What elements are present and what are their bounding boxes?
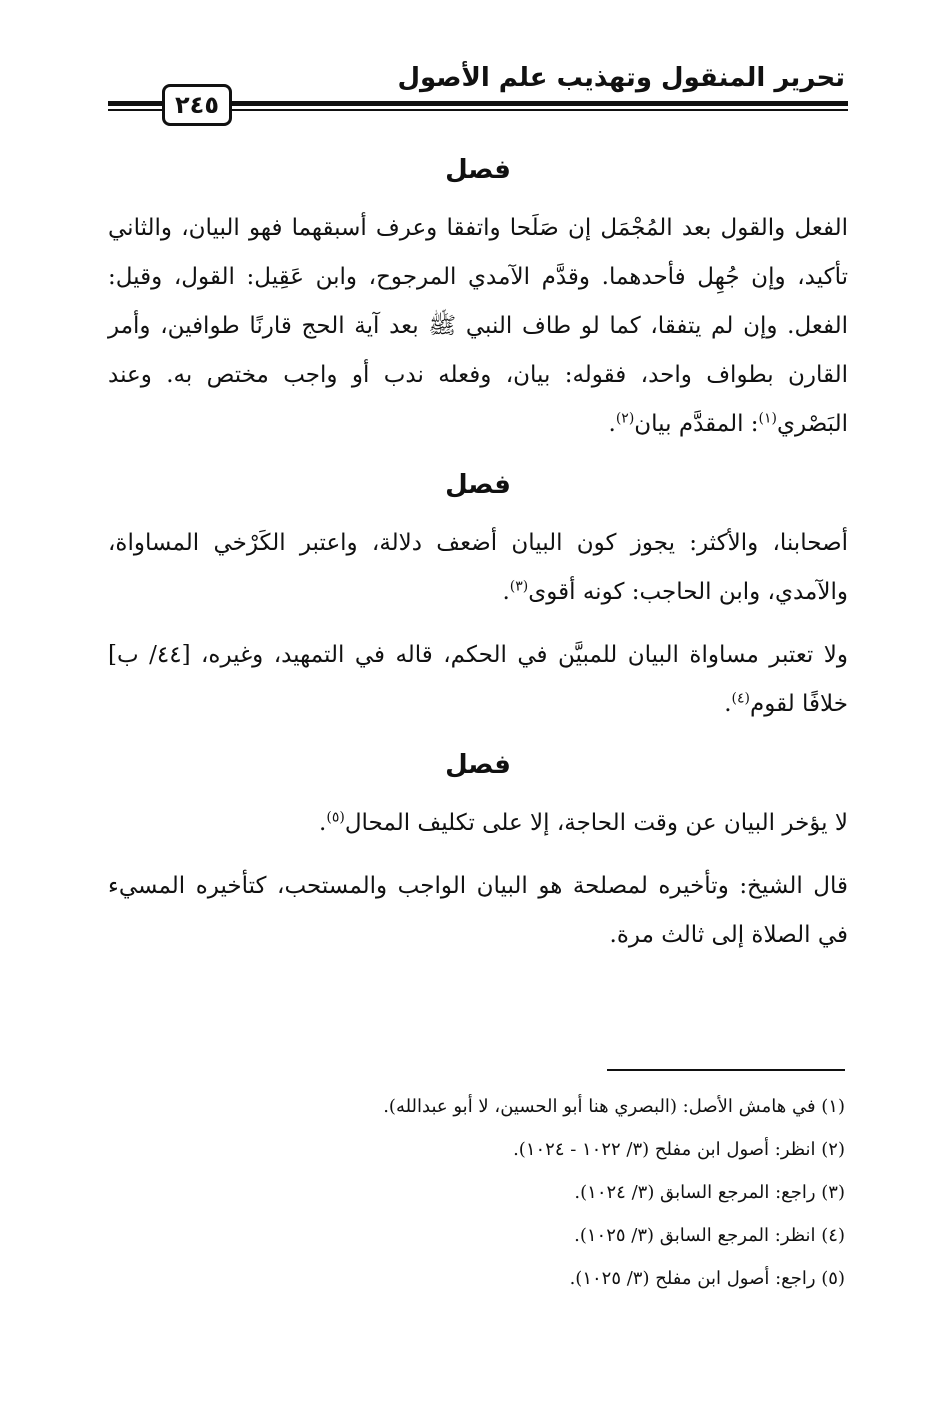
footnote-separator	[607, 1069, 845, 1071]
footnote-ref[interactable]: (٤)	[731, 690, 750, 707]
paragraph-end: .	[724, 691, 732, 717]
paragraph-end: .	[608, 411, 616, 437]
paragraph-text: أصحابنا، والأكثر: يجوز كون البيان أضعف دلالة، واعتبر الكَرْخي المساواة، والآمدي، وابن الحاجب: كونه أقوى	[108, 530, 848, 605]
paragraph	[108, 799, 848, 848]
footnote-ref[interactable]: (٢)	[615, 410, 635, 427]
section-heading: فصل	[445, 470, 511, 500]
paragraph-text: الفعل والقول بعد المُجْمَل إن صَلَحا واتفقا وعرف أسبقهما فهو البيان، والثاني تأكيد، وإن جُهِل فأحدهما. وقدَّم الآمدي المرجوح، وابن عَقِيل: القول، وقيل: الفعل. وإن لم يتفقا، كما لو طاف النبي ﷺ بعد آية الحج قارنًا طوافين، وأمر القارن بطواف واحد، فقوله: بيان، وفعله ندب أو واجب مختص به. وعند البَصْري	[108, 215, 848, 437]
footnote-ref[interactable]: (٣)	[509, 578, 529, 595]
paragraph-end: .	[319, 810, 327, 836]
footnote: (٢) انظر: أصول ابن مفلح (٣/ ١٠٢٢ - ١٠٢٤).	[513, 1139, 845, 1160]
paragraph	[108, 631, 848, 729]
main-text	[108, 140, 848, 974]
page-number: ٢٤٥	[175, 91, 219, 119]
section-heading: فصل	[445, 750, 511, 780]
running-title: تحرير المنقول وتهذيب علم الأصول	[397, 63, 845, 93]
footnote-ref[interactable]: (٥)	[326, 809, 345, 826]
paragraph	[108, 862, 848, 960]
footnote: (٣) راجع: المرجع السابق (٣/ ١٠٢٤).	[574, 1182, 845, 1203]
paragraph-text: : المقدَّم بيان	[634, 411, 759, 437]
footnote: (١) في هامش الأصل: (البصري هنا أبو الحسين، لا أبو عبدالله).	[383, 1096, 845, 1117]
footnotes	[105, 1085, 845, 1300]
paragraph-text: قال الشيخ: وتأخيره لمصلحة هو البيان الواجب والمستحب، كتأخيره المسيء في الصلاة إلى ثالث مرة.	[108, 873, 848, 948]
page-number-box	[162, 84, 232, 126]
paragraph	[108, 519, 848, 617]
paragraph	[108, 204, 848, 449]
paragraph-text: لا يؤخر البيان عن وقت الحاجة، إلا على تكليف المحال	[344, 810, 848, 836]
paragraph-text: ولا تعتبر مساواة البيان للمبيَّن في الحكم، قاله في التمهيد، وغيره، [٤٤/ ب] خلافًا لقوم	[108, 642, 849, 717]
footnote: (٥) راجع: أصول ابن مفلح (٣/ ١٠٢٥).	[569, 1268, 845, 1289]
paragraph-end: .	[502, 579, 510, 605]
section-heading: فصل	[445, 155, 511, 185]
footnote-ref[interactable]: (١)	[758, 410, 778, 427]
footnote: (٤) انظر: المرجع السابق (٣/ ١٠٢٥).	[574, 1225, 845, 1246]
